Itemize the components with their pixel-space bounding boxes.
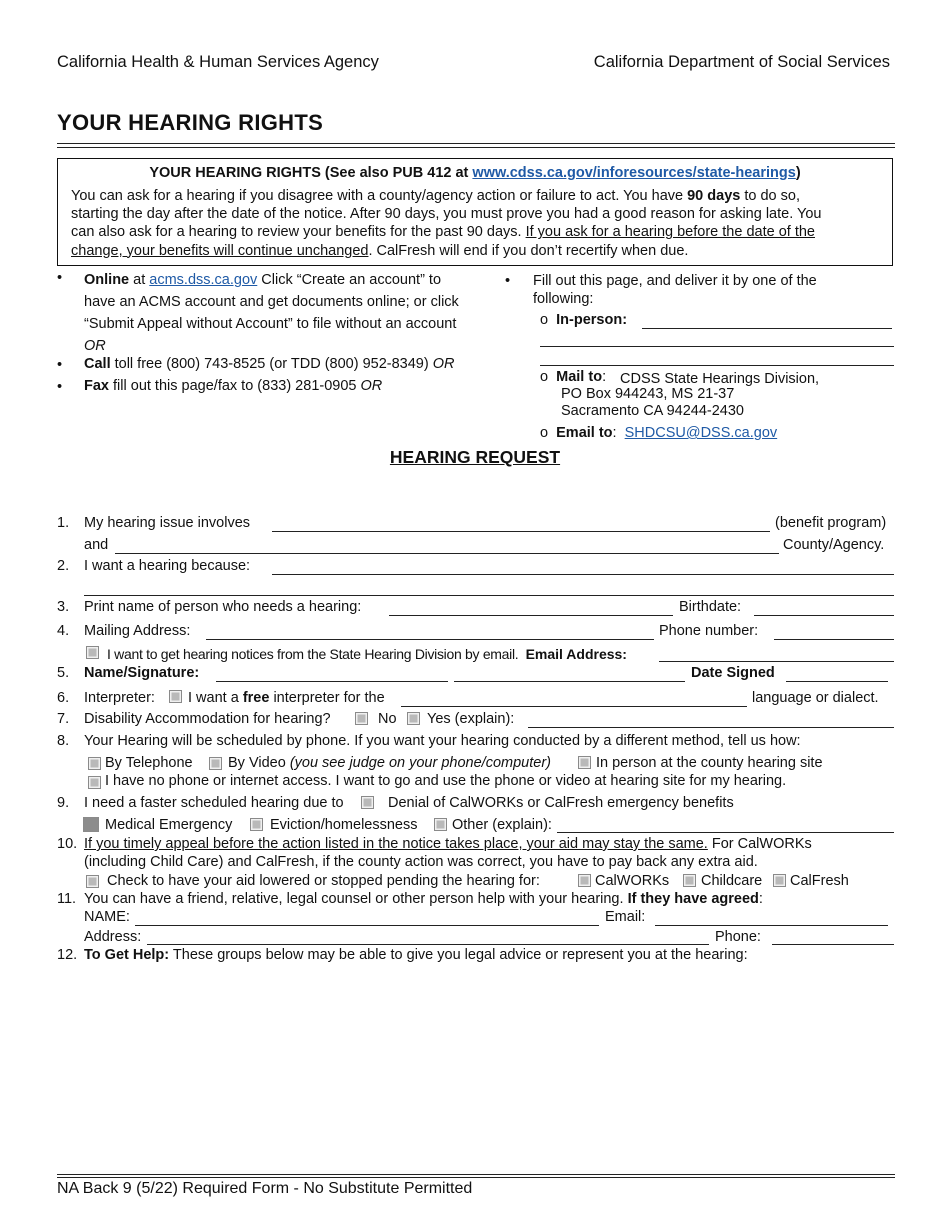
item-6-label: Interpreter:	[84, 690, 155, 706]
item-9-label: I need a faster scheduled hearing due to	[84, 795, 344, 811]
eviction-checkbox[interactable]	[250, 817, 263, 834]
in-person-checkbox[interactable]	[578, 755, 591, 772]
item-1-county: County/Agency.	[783, 537, 885, 553]
bullet-online-marker: •	[57, 270, 63, 286]
childcare-label: Childcare	[701, 873, 763, 889]
other-checkbox[interactable]	[434, 817, 447, 834]
helper-name-field[interactable]	[135, 925, 599, 926]
other-label: Other (explain):	[452, 817, 552, 833]
calworks-label: CalWORKs	[595, 873, 670, 889]
helper-phone-label: Phone:	[715, 929, 761, 945]
accommodation-no-label: No	[378, 711, 397, 727]
footer-rule-top	[57, 1174, 895, 1175]
hearing-request-heading-wrap	[0, 447, 950, 468]
bullet-deliver-marker: •	[505, 273, 511, 289]
rights-box-body: You can ask for a hearing if you disagree with a county/agency action or failure to act. You have 90 days to do so, starting the day after the date of the notice. After 90 days, you must prove you had a good reason for asking late. You can also ask for a hearing to review your benefits for the past 90 days. If you ask for a hearing before the date of the change, your benefits will continue unchanged. CalFresh will end if you don’t recertify when due.	[71, 188, 822, 259]
language-suffix: language or dialect.	[752, 690, 879, 706]
item-7-label: Disability Accommodation for hearing?	[84, 711, 331, 727]
title-rule-top	[57, 143, 895, 144]
title-rule-bottom	[57, 147, 895, 148]
county-agency-field[interactable]	[115, 553, 779, 554]
accommodation-no-checkbox[interactable]	[355, 711, 368, 728]
helper-email-label: Email:	[605, 909, 646, 925]
inperson-line-1[interactable]	[642, 328, 892, 329]
no-phone-checkbox[interactable]	[88, 775, 101, 792]
reason-field-1[interactable]	[272, 574, 894, 575]
item-10-line-1: If you timely appeal before the action listed in the notice takes place, your aid may stay the same. For CalWORKs	[84, 836, 812, 852]
medical-emergency-checkbox[interactable]	[83, 817, 99, 835]
department-header: California Department of Social Services	[593, 53, 890, 71]
item-1-number: 1.	[57, 515, 70, 531]
interpreter-text: I want a free interpreter for the	[188, 690, 385, 706]
childcare-checkbox[interactable]	[683, 873, 696, 890]
item-9-number: 9.	[57, 795, 70, 811]
acms-link[interactable]: acms.dss.ca.gov	[149, 272, 258, 288]
aid-lowered-label: Check to have your aid lowered or stopped pending the hearing for:	[107, 873, 540, 889]
item-7-number: 7.	[57, 711, 70, 727]
inperson-line-2[interactable]	[540, 346, 894, 347]
shd-email-link[interactable]: SHDCSU@DSS.ca.gov	[624, 425, 778, 441]
helper-address-label: Address:	[84, 929, 142, 945]
state-hearings-link[interactable]: www.cdss.ca.gov/inforesources/state-hearings	[472, 165, 796, 181]
no-phone-label: I have no phone or internet access. I want to go and use the phone or video at hearing site for my hearing.	[105, 773, 787, 789]
email-notices-checkbox[interactable]	[86, 645, 99, 662]
video-checkbox[interactable]	[209, 756, 222, 773]
name-field[interactable]	[216, 681, 448, 682]
item-2-label: I want a hearing because:	[84, 558, 251, 574]
item-1-and: and	[84, 537, 109, 553]
item-11-number: 11.	[57, 891, 77, 907]
signature-field[interactable]	[454, 681, 685, 682]
language-field[interactable]	[401, 706, 747, 707]
person-name-field[interactable]	[389, 615, 673, 616]
accommodation-yes-checkbox[interactable]	[407, 711, 420, 728]
hearing-rights-box	[57, 158, 893, 266]
item-1-suffix: (benefit program)	[775, 515, 887, 531]
item-10-number: 10.	[57, 836, 78, 852]
mail-line-3: Sacramento CA 94244-2430	[561, 403, 744, 419]
telephone-checkbox[interactable]	[88, 756, 101, 773]
item-10-line-2: (including Child Care) and CalFresh, if the county action was correct, you have to pay back any extra aid.	[84, 854, 758, 870]
aid-lowered-checkbox[interactable]	[86, 874, 99, 891]
item-2-number: 2.	[57, 558, 70, 574]
in-person-label: In person at the county hearing site	[596, 755, 823, 771]
email-notices-label: I want to get hearing notices from the State Hearing Division by email. Email Address:	[107, 646, 627, 662]
birthdate-field[interactable]	[754, 615, 894, 616]
item-5-number: 5.	[57, 665, 70, 681]
bullet-online: Online at acms.dss.ca.gov Click “Create an account” to have an ACMS account and get documents online; or click “Submit Appeal without Account” to file without an account OR	[84, 272, 459, 354]
medical-emergency-label: Medical Emergency	[105, 817, 233, 833]
email-address-field[interactable]	[659, 661, 894, 662]
bullet-fax: Fax fill out this page/fax to (833) 281-0905 OR	[84, 378, 383, 394]
email-to-row: o Email to: SHDCSU@DSS.ca.gov	[540, 425, 778, 441]
form-footer: NA Back 9 (5/22) Required Form - No Substitute Permitted	[57, 1180, 473, 1197]
item-4-label: Mailing Address:	[84, 623, 191, 639]
mailing-address-field[interactable]	[206, 639, 654, 640]
item-12-label: To Get Help: These groups below may be able to give you legal advice or represent you at the hearing:	[84, 947, 748, 963]
hearing-request-heading: HEARING REQUEST	[389, 447, 561, 467]
bullet-fax-marker: •	[57, 379, 63, 395]
date-signed-label: Date Signed	[691, 665, 775, 681]
item-6-number: 6.	[57, 690, 70, 706]
telephone-label: By Telephone	[105, 755, 193, 771]
inperson-line-3[interactable]	[540, 365, 894, 366]
helper-email-field[interactable]	[655, 925, 888, 926]
agency-header: California Health & Human Services Agency	[57, 53, 379, 71]
eviction-label: Eviction/homelessness	[270, 817, 418, 833]
denial-checkbox[interactable]	[361, 795, 374, 812]
footer-rule-bottom	[57, 1177, 895, 1178]
video-label: By Video (you see judge on your phone/computer)	[228, 755, 551, 771]
item-5-label: Name/Signature:	[84, 665, 200, 681]
calfresh-checkbox[interactable]	[773, 873, 786, 890]
page-title: YOUR HEARING RIGHTS	[57, 110, 324, 135]
item-8-label: Your Hearing will be scheduled by phone. If you want your hearing conducted by a different method, tell us how:	[84, 733, 801, 749]
helper-name-label: NAME:	[84, 909, 130, 925]
helper-address-field[interactable]	[147, 944, 709, 945]
mail-line-2: PO Box 944243, MS 21-37	[561, 386, 735, 402]
accommodation-yes-label: Yes (explain):	[427, 711, 515, 727]
item-11-label: You can have a friend, relative, legal counsel or other person help with your hearing. If they have agreed:	[84, 891, 763, 907]
item-4-number: 4.	[57, 623, 70, 639]
interpreter-checkbox[interactable]	[169, 689, 182, 706]
other-explain-field[interactable]	[557, 832, 894, 833]
benefit-program-field[interactable]	[272, 531, 770, 532]
item-3-label: Print name of person who needs a hearing:	[84, 599, 362, 615]
bullet-call: Call toll free (800) 743-8525 (or TDD (800) 952-8349) OR	[84, 356, 455, 372]
calworks-checkbox[interactable]	[578, 873, 591, 890]
mail-line-1: CDSS State Hearings Division,	[620, 371, 820, 387]
rights-box-title: YOUR HEARING RIGHTS (See also PUB 412 at www.cdss.ca.gov/inforesources/state-hearings)	[149, 165, 801, 181]
item-3-number: 3.	[57, 599, 70, 615]
inperson-row: o In-person:	[540, 312, 628, 328]
item-12-number: 12.	[57, 947, 78, 963]
bullet-call-marker: •	[57, 357, 63, 373]
deliver-intro: Fill out this page, and deliver it by one of the following:	[533, 273, 817, 307]
calfresh-label: CalFresh	[790, 873, 849, 889]
accommodation-explain-field[interactable]	[528, 727, 894, 728]
denial-label: Denial of CalWORKs or CalFresh emergency benefits	[388, 795, 734, 811]
phone-number-label: Phone number:	[659, 623, 759, 639]
date-signed-field[interactable]	[786, 681, 888, 682]
phone-number-field[interactable]	[774, 639, 894, 640]
reason-field-2[interactable]	[84, 595, 894, 596]
birthdate-label: Birthdate:	[679, 599, 742, 615]
helper-phone-field[interactable]	[772, 944, 894, 945]
item-1-label: My hearing issue involves	[84, 515, 251, 531]
item-8-number: 8.	[57, 733, 70, 749]
mail-to-label: o Mail to:	[540, 369, 607, 385]
